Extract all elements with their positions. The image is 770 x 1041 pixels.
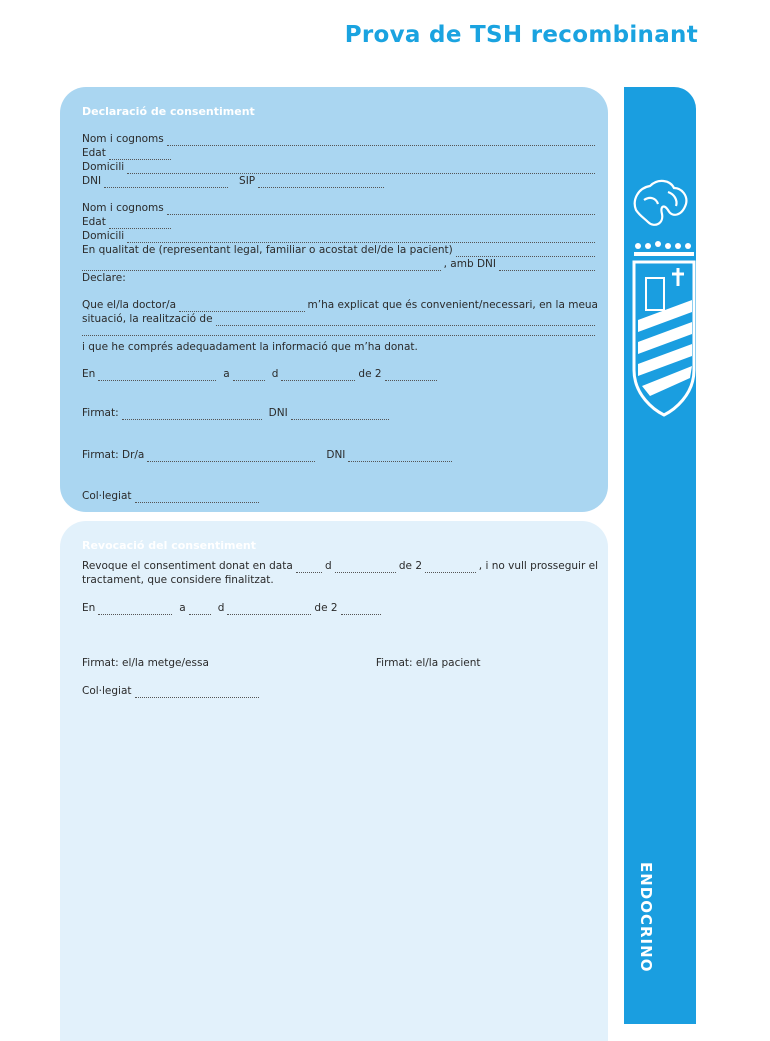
- revoke-month-label: d: [325, 560, 332, 572]
- situation-row-2: [82, 327, 598, 336]
- revoke-post-text: , i no vull prosseguir el: [478, 560, 598, 572]
- age2-field[interactable]: [109, 220, 171, 229]
- capacity-field[interactable]: [456, 248, 595, 257]
- address1-field[interactable]: [127, 165, 595, 174]
- revoke-year-field[interactable]: [425, 564, 476, 573]
- signed-dni-field[interactable]: [291, 411, 389, 420]
- name1-field[interactable]: [167, 137, 595, 146]
- amb-dni-label: , amb DNI: [443, 258, 496, 270]
- revoke-collegiat-field[interactable]: [135, 689, 259, 698]
- revoke-year-label: de 2: [398, 560, 423, 572]
- understood-text: i que he comprés adequadament la informació que m’ha donat.: [82, 341, 418, 353]
- coat-of-arms-icon: [624, 170, 696, 420]
- signed-dni-label: DNI: [268, 407, 288, 419]
- revoke-d-label: d: [217, 602, 225, 614]
- age2-label: Edat: [82, 216, 106, 228]
- month-label: d: [271, 368, 279, 380]
- sidebar-label: ENDOCRINO: [637, 862, 655, 973]
- age2-row: [82, 216, 598, 229]
- dni1-label: DNI: [82, 175, 102, 187]
- collegiat-row: [82, 490, 598, 503]
- revoke-year2-label: de 2: [314, 602, 338, 614]
- dni1-row: [82, 175, 598, 188]
- revoke-month-field[interactable]: [335, 564, 396, 573]
- dni1-field[interactable]: [104, 179, 228, 188]
- capacity-label: En qualitat de (representant legal, familiar o acostat del/de la pacient): [82, 244, 453, 256]
- name2-field[interactable]: [167, 206, 595, 215]
- signed-field[interactable]: [122, 411, 262, 420]
- revoke-label: Revoque el consentiment donat en data: [82, 560, 293, 572]
- signed-label: Firmat:: [82, 407, 119, 419]
- age1-row: [82, 147, 598, 160]
- revoke-year2-field[interactable]: [341, 606, 381, 615]
- name2-row: [82, 202, 598, 215]
- situation-field[interactable]: [216, 317, 595, 326]
- month-field[interactable]: [281, 372, 355, 381]
- place-label: En: [82, 368, 96, 380]
- declaration-heading: Declaració de consentiment: [82, 105, 255, 118]
- address1-row: [82, 161, 598, 174]
- collegiat-field[interactable]: [135, 494, 259, 503]
- declare-row: [82, 272, 598, 285]
- year-label: de 2: [358, 368, 382, 380]
- age1-label: Edat: [82, 147, 106, 159]
- name1-label: Nom i cognoms: [82, 133, 164, 145]
- revoke-d-field[interactable]: [227, 606, 311, 615]
- revocation-panel: [60, 521, 608, 1041]
- address2-row: [82, 230, 598, 243]
- address2-field[interactable]: [127, 234, 595, 243]
- place-date-row: [82, 368, 598, 381]
- dr-dni-label: DNI: [326, 449, 346, 461]
- day-field[interactable]: [233, 372, 265, 381]
- revoke-collegiat-label: Col·legiat: [82, 685, 132, 697]
- doctor-row: [82, 299, 598, 312]
- sip1-label: SIP: [239, 175, 256, 187]
- address1-label: Domicili: [82, 161, 125, 173]
- amb-dni-field[interactable]: [499, 262, 595, 271]
- revoke-place-row: [82, 602, 598, 615]
- revoke-place-field[interactable]: [98, 606, 172, 615]
- revoke-row: [82, 560, 598, 573]
- situation-field-2[interactable]: [82, 327, 595, 336]
- amb-dni-row: [82, 258, 598, 271]
- page-title: Prova de TSH recombinant: [344, 22, 698, 48]
- revoke-a-field[interactable]: [189, 606, 211, 615]
- revoke-a-label: a: [179, 602, 186, 614]
- understood-row: [82, 341, 598, 354]
- address2-label: Domicili: [82, 230, 125, 242]
- sip1-field[interactable]: [258, 179, 384, 188]
- revoke-signatures-row: [82, 657, 598, 670]
- revocation-heading: Revocació del consentiment: [82, 539, 257, 552]
- name1-row: [82, 133, 598, 146]
- situation-row: [82, 313, 598, 326]
- signed-patient-label: Firmat: el/la pacient: [375, 657, 481, 669]
- revoke-place-label: En: [82, 602, 96, 614]
- name2-label: Nom i cognoms: [82, 202, 164, 214]
- signed-dr-label: Firmat: Dr/a: [82, 449, 145, 461]
- dr-dni-field[interactable]: [348, 453, 452, 462]
- situation-label: situació, la realització de: [82, 313, 213, 325]
- treatment-row: [82, 574, 598, 587]
- place-field[interactable]: [98, 372, 216, 381]
- signed-dr-row: [82, 449, 598, 462]
- revoke-day-field[interactable]: [296, 564, 322, 573]
- capacity-field-2[interactable]: [82, 262, 441, 271]
- collegiat-label: Col·legiat: [82, 490, 132, 502]
- revoke-collegiat-row: [82, 685, 598, 698]
- doctor-field[interactable]: [179, 303, 305, 312]
- declare-label: Declare:: [82, 272, 126, 284]
- treatment-text: tractament, que considere finalitzat.: [82, 574, 274, 586]
- declaration-panel: [60, 87, 608, 512]
- signed-dr-field[interactable]: [147, 453, 315, 462]
- day-label: a: [223, 368, 230, 380]
- age1-field[interactable]: [109, 151, 171, 160]
- signed-row: [82, 407, 598, 420]
- signed-doctor-label: Firmat: el/la metge/essa: [82, 657, 209, 669]
- doctor-label: Que el/la doctor/a: [82, 299, 177, 311]
- capacity-row: [82, 244, 598, 257]
- doctor-explained-text: m’ha explicat que és convenient/necessari, en la meua: [307, 299, 598, 311]
- year-field[interactable]: [385, 372, 437, 381]
